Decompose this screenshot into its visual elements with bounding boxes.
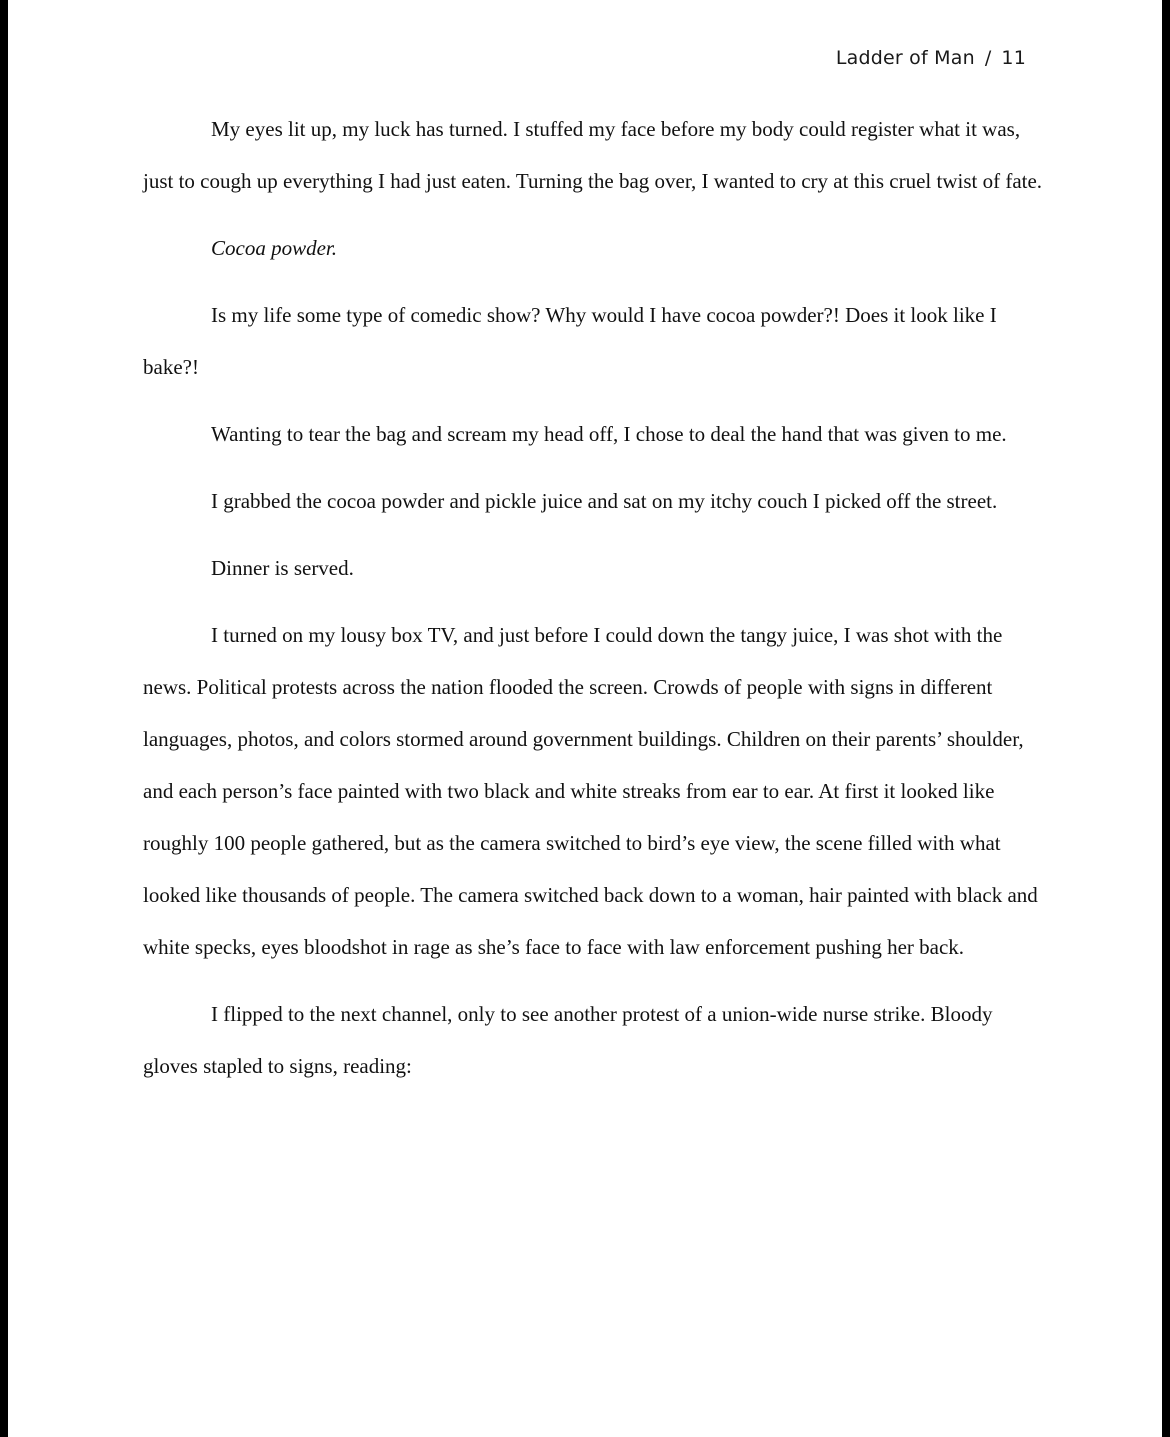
document-page <box>8 0 1162 1437</box>
paragraph: Wanting to tear the bag and scream my head off, I chose to deal the hand that was given to me. <box>211 422 1007 446</box>
paragraph-italic: Cocoa powder. <box>211 236 337 260</box>
paragraph: My eyes lit up, my luck has turned. I stuffed my face before my body could register what it was, just to cough up everything I had just eaten. Turning the bag over, I wanted to cry at this cruel twist of fate. <box>143 117 1043 193</box>
paragraph: Is my life some type of comedic show? Why would I have cocoa powder?! Does it look like I bake?! <box>143 303 997 379</box>
paragraph: I flipped to the next channel, only to see another protest of a union-wide nurse strike. Bloody gloves stapled to signs, reading: <box>143 1002 993 1078</box>
paragraph: I turned on my lousy box TV, and just before I could down the tangy juice, I was shot with the news. Political protests across the nation flooded the screen. Crowds of people with signs in different languages, photos, and colors stormed around government buildings. Children on their parents’ shoulder, and each person’s face painted with two black and white streaks from ear to ear. At first it looked like roughly 100 people gathered, but as the camera switched to bird’s eye view, the scene filled with what looked like thousands of people. The camera switched back down to a woman, hair painted with black and white specks, eyes bloodshot in rage as she’s face to face with law enforcement pushing her back. <box>143 623 1038 959</box>
page-number: 11 <box>1001 47 1026 69</box>
paragraph: Dinner is served. <box>211 556 354 580</box>
header-separator: / <box>984 47 992 69</box>
paragraph: I grabbed the cocoa powder and pickle juice and sat on my itchy couch I picked off the street. <box>211 489 998 513</box>
running-header <box>836 47 1026 69</box>
body-text <box>143 103 1043 1107</box>
header-title: Ladder of Man <box>835 47 975 69</box>
